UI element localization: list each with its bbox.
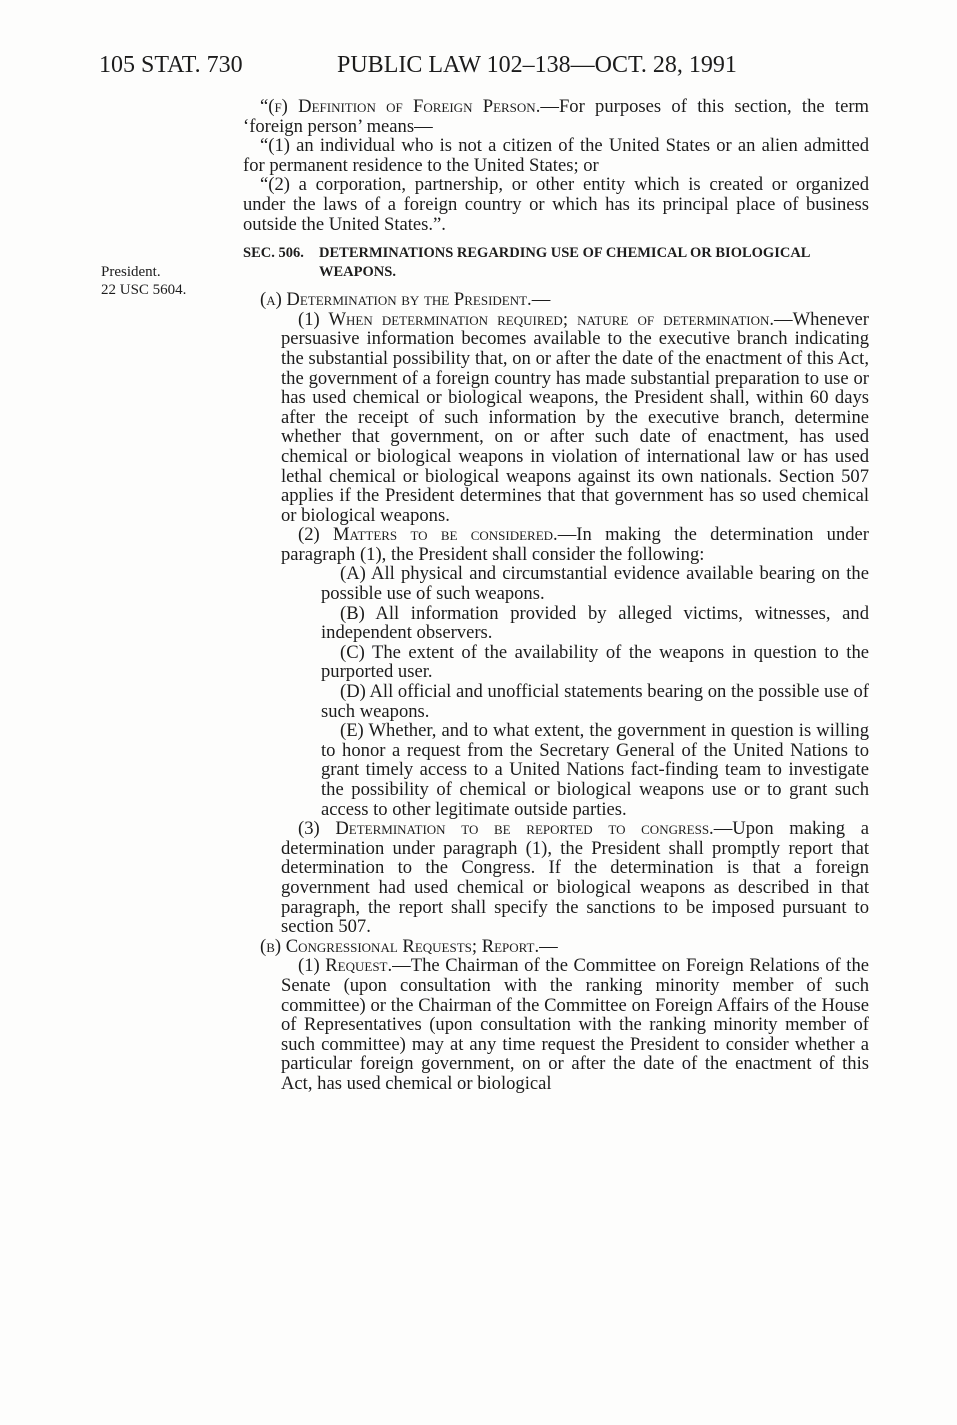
- subsection-b-heading: (b) Congressional Requests; Report.—: [260, 935, 558, 957]
- subsection-a-heading: (a) Determination by the President.—: [260, 289, 551, 311]
- paragraph-a3: [243, 819, 869, 937]
- paragraph-a1-heading: (1) When determination required; nature of determination.: [298, 308, 775, 330]
- paragraph-a2-heading: (2) Matters to be considered.: [298, 524, 558, 546]
- list-item-e: (E) Whether, and to what extent, the government in question is willing to honor a request from the Secretary General of the United Nations to grant timely access to a United Nations fact-finding team to investigate the possibility of chemical or biological weapons use or to grant such access to other legitimate outside parties.: [321, 720, 869, 820]
- subsection-f: [243, 97, 869, 136]
- section-title: DETERMINATIONS REGARDING USE OF CHEMICAL OR BIOLOGICAL WEAPONS.: [319, 245, 810, 281]
- paragraph-a2: [243, 525, 869, 564]
- list-item-a: (A) All physical and circumstantial evidence available bearing on the possible use of such weapons.: [321, 563, 869, 605]
- subsection-f-text: —For purposes of this section, the term ‘foreign person’ means—: [243, 96, 869, 137]
- section-number: SEC. 506.: [243, 245, 304, 262]
- paragraph-b1-heading: (1) Request.: [298, 955, 393, 977]
- paragraph-a1: [243, 310, 869, 526]
- page-header: [99, 52, 859, 86]
- margin-note-usc: 22 USC 5604.: [101, 282, 187, 298]
- subsection-f-item-1: “(1) an individual who is not a citizen of the United States or an alien admitted for permanent residence to the United States; or: [243, 135, 869, 176]
- public-law-title: PUBLIC LAW 102–138—OCT. 28, 1991: [337, 52, 737, 78]
- paragraph-a3-heading: (3) Determination to be reported to congress.: [298, 818, 714, 840]
- list-item-d: (D) All official and unofficial statements bearing on the possible use of such weapons.: [321, 681, 869, 722]
- stat-reference: 105 STAT. 730: [99, 52, 243, 78]
- document-body: [243, 97, 869, 1094]
- paragraph-a1-text: —Whenever persuasive information becomes available to the executive branch indicating the substantial possibility that, on or after the date of the enactment of this Act, the government of a foreign country has made substantial preparation to use or has used chemical or biological weapons, the President shall, within 60 days after the receipt of such information by the executive branch, determine whether that government, on or after such date of enactment, has used chemical or biological weapons in violation of international law or has used lethal chemical or biological weapons against its own nationals. Section 507 applies if the President determines that that government has so used chemical or biological weapons.: [281, 308, 869, 526]
- paragraph-a2-text: —In making the determination under paragraph (1), the President shall consider the following:: [281, 524, 869, 565]
- margin-notes: [101, 263, 231, 299]
- list-item-c: (C) The extent of the availability of the weapons in question to the purported user.: [321, 641, 869, 683]
- subsection-f-item-2: “(2) a corporation, partnership, or other entity which is created or organized under the laws of a foreign country or which has its principal place of business outside the United States.”.: [243, 174, 869, 235]
- paragraph-a3-text: —Upon making a determination under paragraph (1), the President shall promptly report that determination to the Congress. If the determination is that a foreign government had used chemical or biological weapons as described in that paragraph, the report shall specify the sanctions to be imposed pursuant to section 507.: [281, 818, 869, 938]
- list-item-b: (B) All information provided by alleged victims, witnesses, and independent observers.: [321, 602, 869, 644]
- paragraph-b1-text: —The Chairman of the Committee on Foreign Relations of the Senate (upon consultation with the ranking minority member of such committee) or the Chairman of the Committee on Foreign Affairs of the House of Representatives (upon consultation with the ranking minority member of such committee) may at any time request the President to consider whether a particular foreign government, on or after the date of the enactment of this Act, has used chemical or biological: [281, 955, 869, 1094]
- margin-note-president: President.: [101, 264, 161, 280]
- section-heading: [243, 244, 869, 282]
- paragraph-b1: [243, 956, 869, 1093]
- subsection-f-heading: “(f) Definition of Foreign Person.: [260, 96, 541, 117]
